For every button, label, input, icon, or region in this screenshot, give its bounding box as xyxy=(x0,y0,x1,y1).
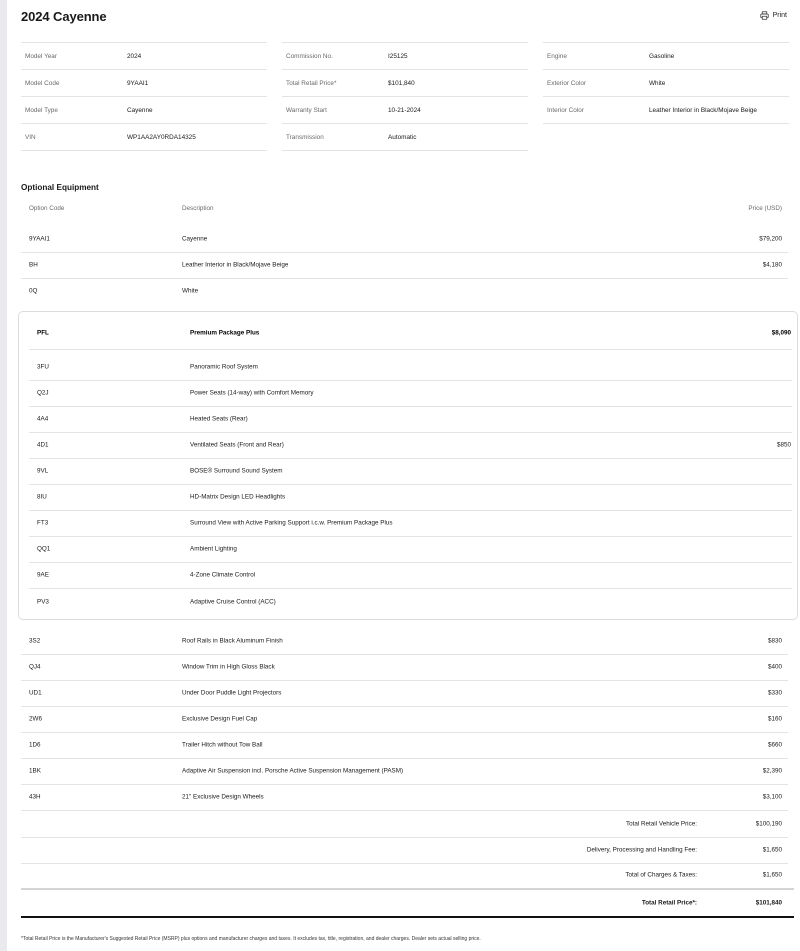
print-label: Print xyxy=(772,12,787,19)
specs-column-2 xyxy=(282,42,528,150)
window-sticker-page xyxy=(7,0,800,951)
spec-transmission: Transmission Automatic xyxy=(282,123,528,151)
page-title: 2024 Cayenne xyxy=(21,9,107,24)
spec-model-year: Model Year 2024 xyxy=(21,42,267,70)
table-row: 43H 21" Exclusive Design Wheels $3,100 xyxy=(21,784,788,811)
spec-warranty-start: Warranty Start 10-21-2024 xyxy=(282,96,528,124)
total-vehicle-price-row: Total Retail Vehicle Price: $100,190 xyxy=(21,811,788,838)
package-header-row: PFL Premium Package Plus $8,090 xyxy=(29,316,792,350)
table-row: 9YAAI1 Cayenne $79,200 xyxy=(21,226,788,253)
package-item-row: 8IU HD-Matrix Design LED Headlights xyxy=(29,484,792,511)
spec-vin: VIN WP1AA2AY0RDA14325 xyxy=(21,123,267,151)
spec-interior-color: Interior Color Leather Interior in Black/Mojave Beige xyxy=(543,96,789,124)
header-price: Price (USD) xyxy=(748,205,782,212)
package-item-row: 9AE 4-Zone Climate Control xyxy=(29,562,792,589)
footnote: *Total Retail Price is the Manufacturer's Suggested Retail Price (MSRP) plus options and manufacturer charges and taxes. It excludes tax, title, registration, and dealer charges. Dealer sets actual selling price. xyxy=(21,936,481,942)
specs-column-1 xyxy=(21,42,267,150)
specs-column-3 xyxy=(543,42,789,123)
package-item-row: QQ1 Ambient Lighting xyxy=(29,536,792,563)
spec-model-type: Model Type Cayenne xyxy=(21,96,267,124)
table-row: UD1 Under Door Puddle Light Projectors $330 xyxy=(21,680,788,707)
spec-model-code: Model Code 9YAAI1 xyxy=(21,69,267,97)
spec-engine: Engine Gasoline xyxy=(543,42,789,70)
grand-total-row: Total Retail Price*: $101,840 xyxy=(641,899,782,907)
equipment-table-header xyxy=(21,200,788,218)
table-row: QJ4 Window Trim in High Gloss Black $400 xyxy=(21,654,788,681)
package-item-row: FT3 Surround View with Active Parking Support i.c.w. Premium Package Plus xyxy=(29,510,792,537)
spec-exterior-color: Exterior Color White xyxy=(543,69,789,97)
charges-taxes-row: Total of Charges & Taxes: $1,650 xyxy=(625,871,782,879)
package-item-row: 3FU Panoramic Roof System xyxy=(29,354,792,381)
package-item-row: PV3 Adaptive Cruise Control (ACC) xyxy=(37,598,276,606)
printer-icon xyxy=(760,11,769,20)
premium-package-group xyxy=(18,311,798,620)
table-row: 0Q White xyxy=(29,287,199,295)
table-row: 1BK Adaptive Air Suspension incl. Porsche Active Suspension Management (PASM) $2,390 xyxy=(21,758,788,785)
optional-equipment-heading: Optional Equipment xyxy=(21,183,99,192)
package-item-row: 4D1 Ventilated Seats (Front and Rear) $850 xyxy=(29,432,792,459)
table-row: 1D6 Trailer Hitch without Tow Ball $660 xyxy=(21,732,788,759)
package-item-row: Q2J Power Seats (14-way) with Comfort Memory xyxy=(29,380,792,407)
header-description: Description xyxy=(182,205,214,212)
spec-commission-no: Commission No. I25125 xyxy=(282,42,528,70)
delivery-fee-row: Delivery, Processing and Handling Fee: $1,650 xyxy=(21,837,788,864)
grand-total-divider xyxy=(21,916,794,918)
package-item-row: 9VL BOSE® Surround Sound System xyxy=(29,458,792,485)
package-item-row: 4A4 Heated Seats (Rear) xyxy=(29,406,792,433)
table-row: BH Leather Interior in Black/Mojave Beige $4,180 xyxy=(21,252,788,279)
spec-total-retail-price: Total Retail Price* $101,840 xyxy=(282,69,528,97)
table-row: 3S2 Roof Rails in Black Aluminum Finish $830 xyxy=(21,628,788,655)
print-button[interactable] xyxy=(760,11,787,20)
header-option-code: Option Code xyxy=(29,205,65,212)
table-row: 2W6 Exclusive Design Fuel Cap $160 xyxy=(21,706,788,733)
left-edge-bar xyxy=(0,0,7,951)
